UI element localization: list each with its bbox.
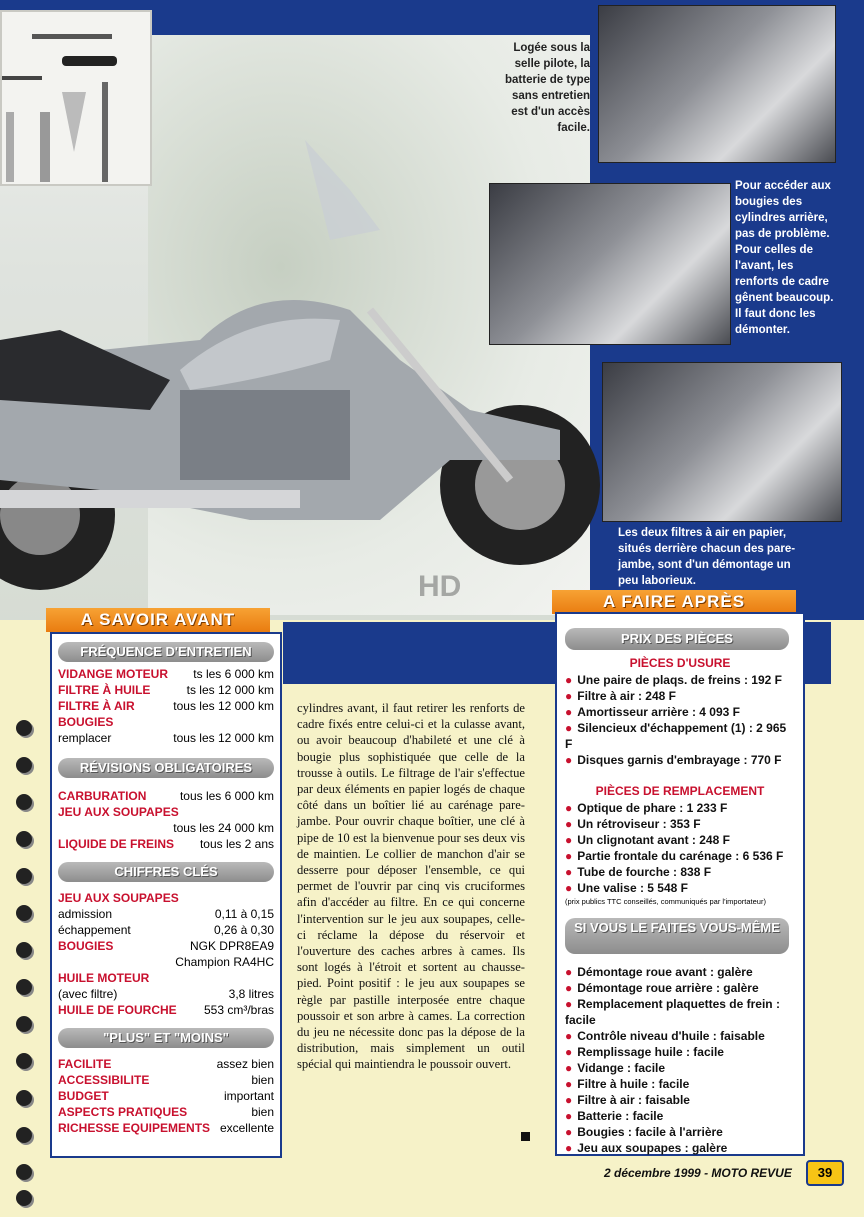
svf-item: ● Démontage roue arrière : galère — [565, 980, 795, 996]
usure-item: ● Amortisseur arrière : 4 093 F — [565, 704, 795, 720]
caption-air-filters: Les deux filtres à air en papier, situés derrière chacun des pare-jambe, sont d'un démontage un peu laborieux. — [618, 527, 796, 587]
cles-jeu-label: JEU AUX SOUPAPES — [58, 891, 179, 905]
freq-row: FILTRE À HUILE ts les 12 000 km — [58, 683, 274, 697]
pm-row: BUDGET important — [58, 1089, 274, 1103]
svf-item: ● Remplacement plaquettes de frein : facile — [565, 996, 795, 1028]
usure-item: ● Filtre à air : 248 F — [565, 688, 795, 704]
remp-item: ● Un clignotant avant : 248 F — [565, 832, 795, 848]
remp-item: ● Un rétroviseur : 353 F — [565, 816, 795, 832]
carb-row: CARBURATION tous les 6 000 km — [58, 789, 274, 803]
cles-title: CHIFFRES CLÉS — [58, 862, 274, 882]
battery-photo — [598, 5, 836, 163]
pm-row: ACCESSIBILITE bien — [58, 1073, 274, 1087]
usure-item: ● Disques garnis d'embrayage : 770 F — [565, 752, 795, 768]
huile-label: HUILE MOTEUR — [58, 971, 150, 985]
revisions-title: RÉVISIONS OBLIGATOIRES — [58, 758, 274, 778]
jeu-label: JEU AUX SOUPAPES — [58, 805, 179, 819]
plus-moins-title: "PLUS" ET "MOINS" — [58, 1028, 274, 1048]
svf-item: ● Contrôle niveau d'huile : faisable — [565, 1028, 795, 1044]
footer-date-magazine: 2 décembre 1999 - MOTO REVUE — [604, 1166, 792, 1180]
svf-item: ● Démontage roue avant : galère — [565, 964, 795, 980]
adm-row: admission 0,11 à 0,15 — [58, 907, 274, 921]
svf-item: ● Jeu aux soupapes : galère — [565, 1140, 795, 1156]
price-note: (prix publics TTC conseillés, communiqués par l'importateur) — [565, 897, 766, 906]
watermark: HD — [418, 570, 462, 603]
fourche-row: HUILE DE FOURCHE 553 cm³/bras — [58, 1003, 274, 1017]
freq-title: FRÉQUENCE D'ENTRETIEN — [58, 642, 274, 662]
end-mark — [521, 1132, 530, 1141]
faire-apres-title: A FAIRE APRÈS — [552, 590, 796, 614]
remp-title: PIÈCES DE REMPLACEMENT — [595, 784, 765, 798]
savoir-avant-title: A SAVOIR AVANT — [46, 608, 270, 632]
spiral-binding — [0, 720, 40, 1210]
pm-row: ASPECTS PRATIQUES bien — [58, 1105, 274, 1119]
page-number: 39 — [806, 1160, 844, 1186]
bougies2-value2: Champion RA4HC — [175, 955, 274, 969]
prix-title: PRIX DES PIÈCES — [565, 628, 789, 650]
svf-item: ● Vidange : facile — [565, 1060, 795, 1076]
usure-title: PIÈCES D'USURE — [629, 656, 731, 670]
faire-apres-box — [555, 612, 805, 1156]
svf-item: ● Batterie : facile — [565, 1108, 795, 1124]
freq-row: VIDANGE MOTEUR ts les 6 000 km — [58, 667, 274, 681]
caption-rear-plugs: Pour accéder aux bougies des cylindres arrière, pas de problème. Pour celles de l'avant, les renforts de cadre gênent beaucoup. Il faut donc les démonter. — [735, 180, 834, 336]
air-filter-photo — [602, 362, 842, 522]
pm-row: RICHESSE EQUIPEMENTS excellente — [58, 1121, 274, 1135]
usure-item: ● Silencieux d'échappement (1) : 2 965 F — [565, 720, 795, 752]
svf-item: ● Bougies : facile à l'arrière — [565, 1124, 795, 1140]
remp-item: ● Une valise : 5 548 F — [565, 880, 795, 896]
huile-row: (avec filtre) 3,8 litres — [58, 987, 274, 1001]
liq-row: LIQUIDE DE FREINS tous les 2 ans — [58, 837, 274, 851]
remp-item: ● Optique de phare : 1 233 F — [565, 800, 795, 816]
svf-title: SI VOUS LE FAITES VOUS-MÊME — [565, 918, 789, 954]
remp-item: ● Partie frontale du carénage : 6 536 F — [565, 848, 795, 864]
bougies2-row: BOUGIES NGK DPR8EA9 — [58, 939, 274, 953]
freq-row: FILTRE À AIR tous les 12 000 km — [58, 699, 274, 713]
bougies-row: remplacer tous les 12 000 km — [58, 731, 274, 745]
bougies-label: BOUGIES — [58, 715, 114, 729]
jeu-value: tous les 24 000 km — [173, 821, 274, 835]
caption-battery: Logée sous la selle pilote, la batterie de type sans entretien est d'un accès facile. — [505, 42, 590, 134]
svf-item: ● Filtre à huile : facile — [565, 1076, 795, 1092]
svf-item: ● Remplissage huile : facile — [565, 1044, 795, 1060]
ech-row: échappement 0,26 à 0,30 — [58, 923, 274, 937]
remp-item: ● Tube de fourche : 838 F — [565, 864, 795, 880]
pm-row: FACILITE assez bien — [58, 1057, 274, 1071]
rear-plugs-photo — [489, 183, 731, 345]
usure-item: ● Une paire de plaqs. de freins : 192 F — [565, 672, 795, 688]
svf-item: ● Filtre à air : faisable — [565, 1092, 795, 1108]
savoir-avant-box — [50, 632, 282, 1158]
article-body-text: cylindres avant, il faut retirer les renforts de cadre fixés entre celui-ci et la culasse avant, ou avoir beaucoup d'habileté et une clé à bougie plus sophistiquée que celle de la trousse à outils. Le filtrage de l'air s'effectue par deux éléments en papier logés de chaque côté dans un boîtier lié au carénage pare-jambe. Pour ouvrir chaque boîtier, une clé à pipe de 10 est la bienvenue pour ses deux vis de maintien. Le collier de manchon d'air se desserre pour déposer l'ensemble, ce qui permet de l'ouvrir par cinq vis cruciformes afin d'accéder au filtre. En ce qui concerne l'intervention sur le jeu aux soupapes, celle-ci réclame la dépose du réservoir et l'ouverture des caches arbres à cames. Ils sont logés à l'étroit et sortent au chausse-pied. Point positif : le jeu aux soupapes se règle par pastille interposée entre chaque poussoir et son arbre à cames. La correction du jeu ne nécessite donc pas la dépose de la distribution, mais simplement un outil spécial qui maintiendra le poussoir ouvert. — [297, 701, 525, 1072]
